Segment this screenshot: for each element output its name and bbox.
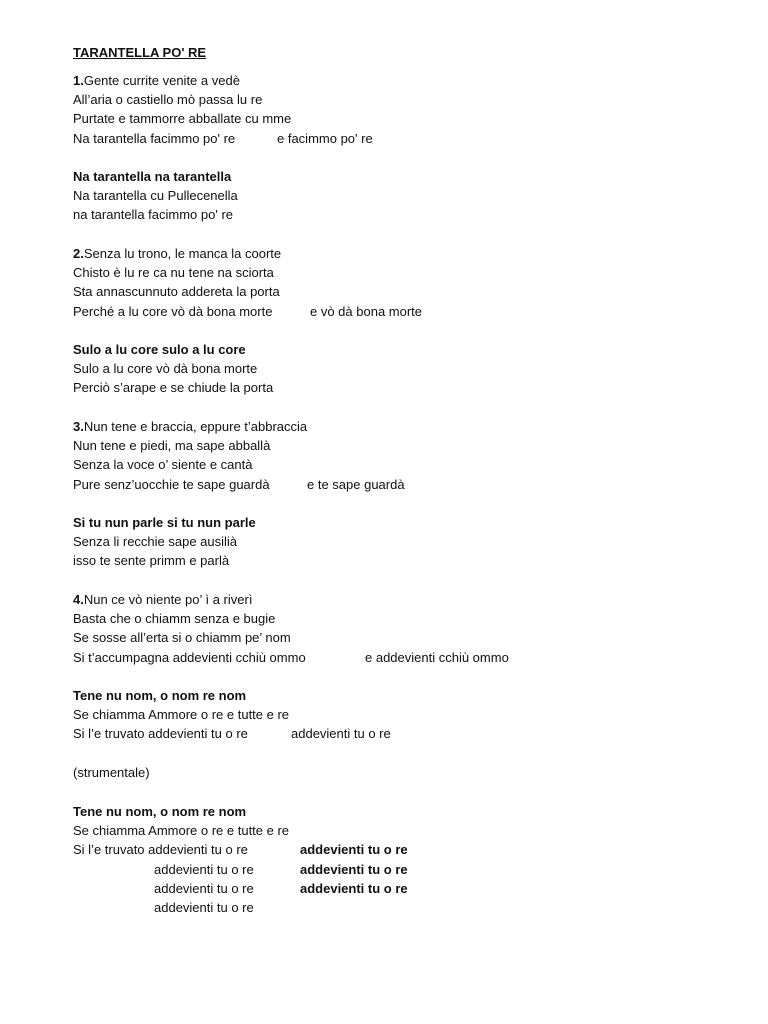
stanza-number: 4.	[73, 592, 84, 607]
echo-text: e vò dà bona morte	[310, 303, 423, 319]
chorus-3	[73, 513, 256, 571]
chorus-line-text: addevienti tu o re	[154, 861, 254, 877]
instrumental-label: (strumentale)	[73, 765, 150, 780]
stanza-2	[73, 244, 423, 321]
page-title: TARANTELLA PO' RE	[73, 45, 207, 60]
chorus-heading: Si tu nun parle si tu nun parle	[73, 515, 256, 530]
chorus-line: isso te sente primm e parlà	[73, 553, 230, 569]
stanza-line	[73, 244, 281, 263]
stanza-line: Nun tene e piedi, ma sape abballà	[73, 438, 271, 454]
finale	[73, 802, 408, 917]
chorus-heading: Tene nu nom, o nom re nom	[73, 804, 247, 819]
chorus-line	[73, 840, 408, 859]
chorus-line-text: Si l’e truvato addevienti tu o re	[73, 842, 248, 858]
chorus-line	[73, 724, 391, 743]
stanza-line-text: Si t’accumpagna addevienti cchiù ommo	[73, 649, 306, 665]
stanza-line	[73, 302, 423, 321]
chorus-line-text: addevienti tu o re	[154, 899, 254, 915]
stanza-line-text: Gente currite venite a vedè	[83, 73, 240, 88]
stanza-line	[73, 648, 509, 667]
stanza-line: All’aria o castiello mò passa lu re	[73, 92, 263, 108]
stanza-line	[73, 590, 306, 609]
chorus-line	[73, 898, 289, 917]
chorus-line: na tarantella facimmo po' re	[73, 207, 234, 223]
echo-text: addevienti tu o re	[291, 726, 391, 742]
stanza-line	[73, 71, 291, 90]
chorus-4	[73, 686, 391, 744]
stanza-3	[73, 417, 405, 494]
echo-text: addevienti tu o re	[300, 861, 408, 877]
stanza-number: 3.	[73, 419, 84, 434]
chorus-2	[73, 340, 273, 398]
chorus-line: Na tarantella cu Pullecenella	[73, 188, 238, 204]
stanza-line-text: Nun ce vò niente po’ ì a riverì	[83, 592, 253, 607]
stanza-line-text: Na tarantella facimmo po' re	[73, 130, 236, 146]
chorus-heading: Na tarantella na tarantella	[73, 169, 232, 184]
chorus-heading: Sulo a lu core sulo a lu core	[73, 342, 246, 357]
stanza-line-text: Pure senz’uocchie te sape guardà	[73, 476, 270, 492]
echo-text: e facimmo po' re	[277, 130, 373, 146]
stanza-line	[73, 417, 307, 436]
stanza-1	[73, 71, 373, 148]
chorus-line: Perciò s’arape e se chiude la porta	[73, 380, 274, 396]
stanza-line	[73, 129, 373, 148]
instrumental-note	[73, 763, 150, 782]
echo-text: e te sape guardà	[307, 476, 405, 492]
stanza-line: Basta che o chiamm senza e bugie	[73, 611, 276, 627]
chorus-line: Se chiamma Ammore o re e tutte e re	[73, 823, 290, 839]
stanza-line: Senza la voce o’ siente e cantà	[73, 457, 253, 473]
chorus-line: Se chiamma Ammore o re e tutte e re	[73, 707, 290, 723]
chorus-line-text: Si l’e truvato addevienti tu o re	[73, 726, 248, 742]
stanza-line-text: Nun tene e braccia, eppure t’abbraccia	[83, 419, 308, 434]
chorus-line	[73, 860, 408, 879]
stanza-4	[73, 590, 509, 667]
stanza-line: Se sosse all’erta si o chiamm pe’ nom	[73, 630, 291, 646]
chorus-line-text: addevienti tu o re	[154, 880, 254, 896]
stanza-line-text: Senza lu trono, le manca la coorte	[83, 246, 282, 261]
echo-text: e addevienti cchiù ommo	[365, 649, 509, 665]
stanza-line-text: Perché a lu core vò dà bona morte	[73, 303, 273, 319]
stanza-number: 1.	[73, 73, 84, 88]
stanza-line: Sta annascunnuto addereta la porta	[73, 284, 280, 300]
stanza-line: Purtate e tammorre abballate cu mme	[73, 111, 292, 127]
echo-text: addevienti tu o re	[300, 880, 408, 896]
stanza-number: 2.	[73, 246, 84, 261]
chorus-line: Senza li recchie sape ausilià	[73, 534, 238, 550]
chorus-line: Sulo a lu core vò dà bona morte	[73, 361, 258, 377]
stanza-line	[73, 475, 405, 494]
stanza-line: Chisto è lu re ca nu tene na sciorta	[73, 265, 274, 281]
chorus-line	[73, 879, 408, 898]
echo-text: addevienti tu o re	[300, 842, 408, 858]
chorus-heading: Tene nu nom, o nom re nom	[73, 688, 247, 703]
chorus-1	[73, 167, 238, 225]
